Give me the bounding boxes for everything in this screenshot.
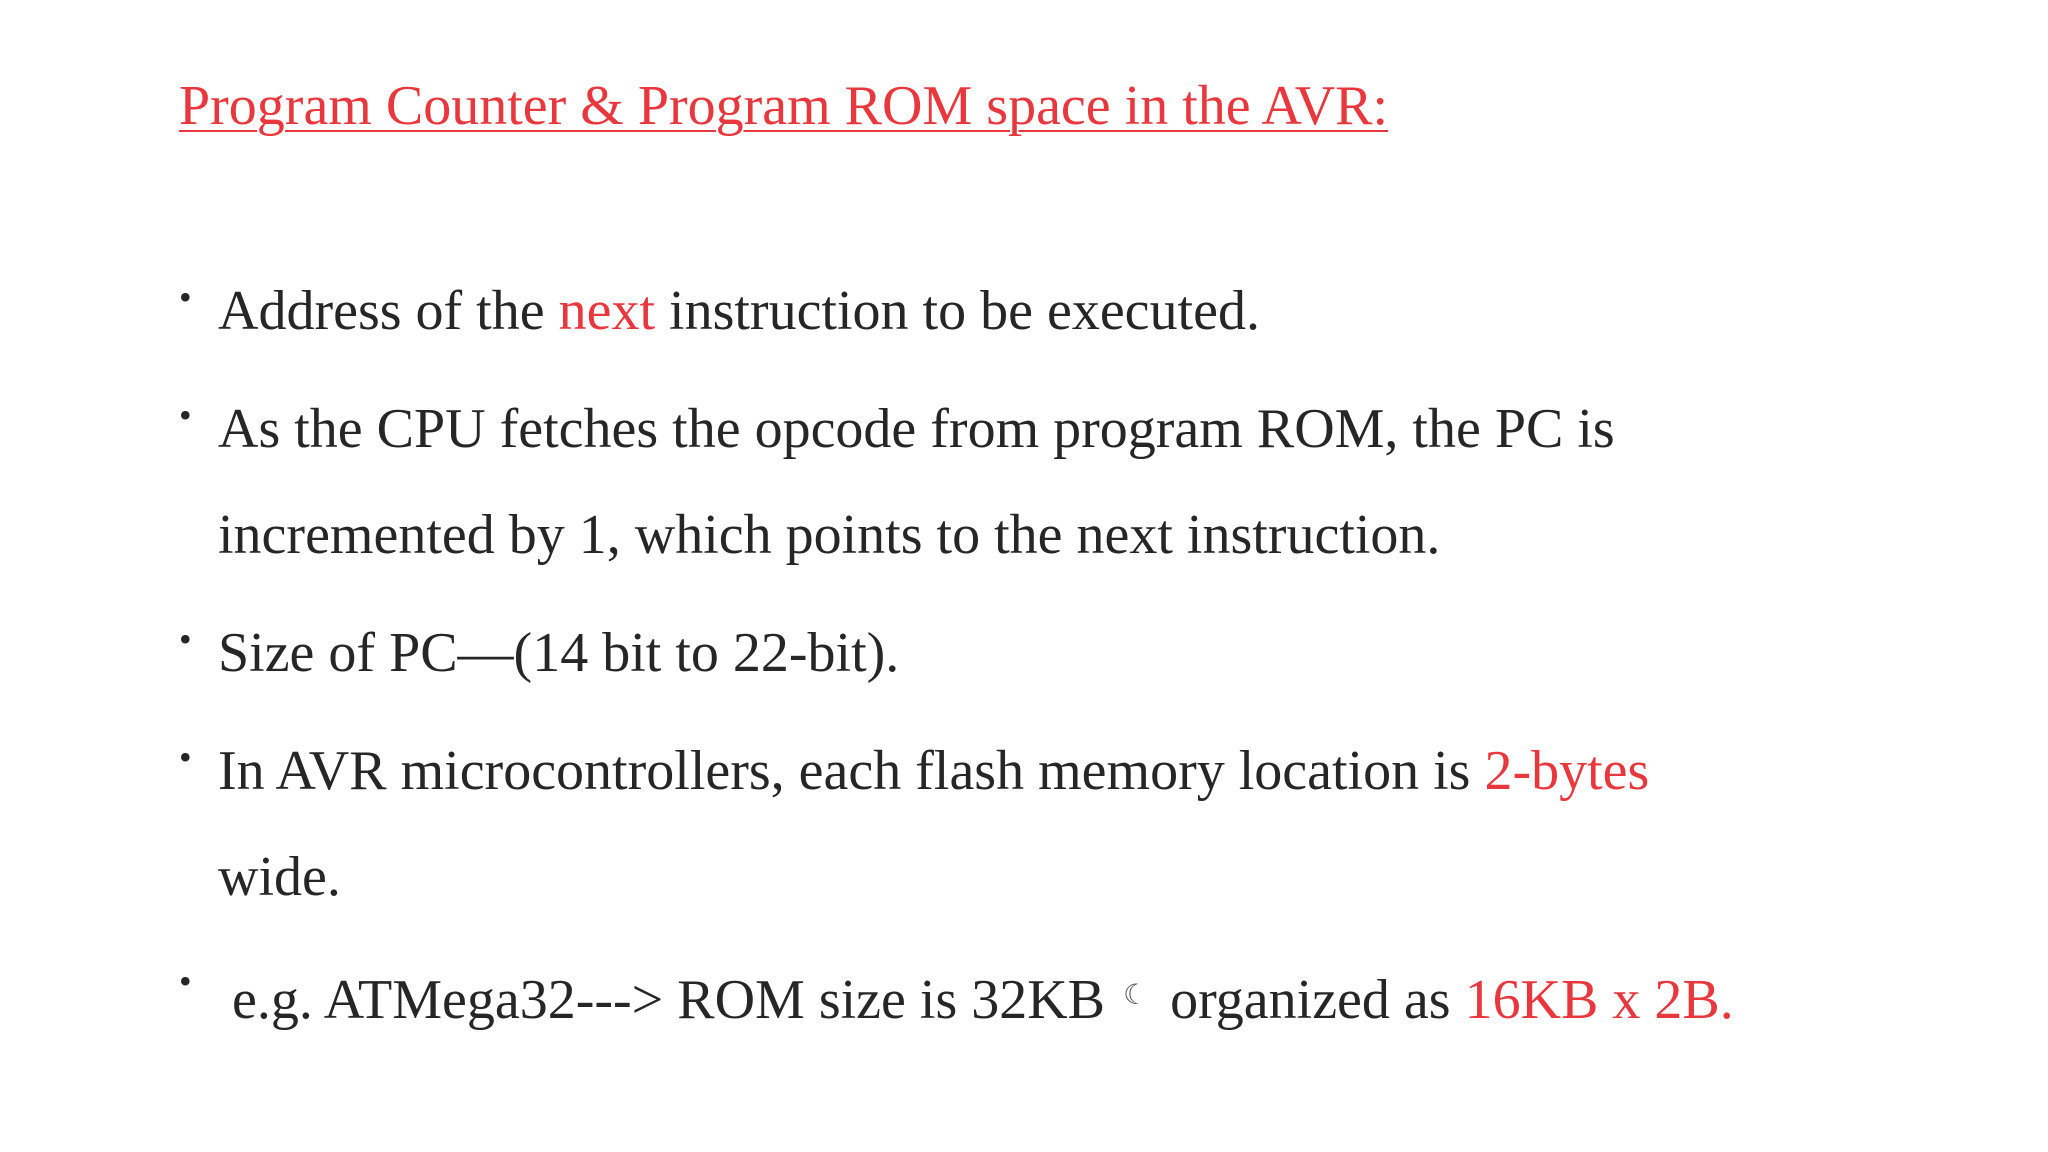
- bullet-text: Size of PC—(14 bit to 22-bit).: [218, 622, 900, 684]
- bullet-text: In AVR microcontrollers, each flash memory location is: [218, 740, 1485, 802]
- bullet-icon: •: [179, 395, 192, 435]
- bullet-text: Address of the: [218, 280, 559, 342]
- slide-title: Program Counter & Program ROM space in the AVR:: [179, 75, 1389, 137]
- bullet-text: As the CPU fetches the opcode from program ROM, the PC is: [218, 398, 1615, 460]
- bullet-item: [179, 942, 1979, 1048]
- bullet-text: organized as: [1170, 969, 1465, 1031]
- bullet-text: instruction to be executed.: [655, 280, 1260, 342]
- bullet-icon: •: [179, 737, 192, 777]
- bullet-item: [179, 600, 1979, 706]
- bullet-list: [179, 258, 1979, 1060]
- bullet-text: wide.: [218, 846, 341, 908]
- bullet-highlight: 16KB x 2B.: [1464, 969, 1734, 1031]
- bullet-highlight: next: [558, 280, 656, 342]
- bullet-item: [179, 376, 1979, 588]
- bullet-highlight: 2-bytes: [1484, 740, 1650, 802]
- bullet-text: incremented by 1, which points to the next instruction.: [218, 504, 1441, 566]
- moon-icon: ☾: [1123, 978, 1149, 1011]
- bullet-item: [179, 718, 1979, 930]
- bullet-icon: •: [179, 619, 192, 659]
- bullet-icon: •: [179, 961, 192, 1001]
- bullet-icon: •: [179, 277, 192, 317]
- bullet-item: [179, 258, 1979, 364]
- bullet-text: e.g. ATMega32---> ROM size is 32KB: [218, 969, 1106, 1031]
